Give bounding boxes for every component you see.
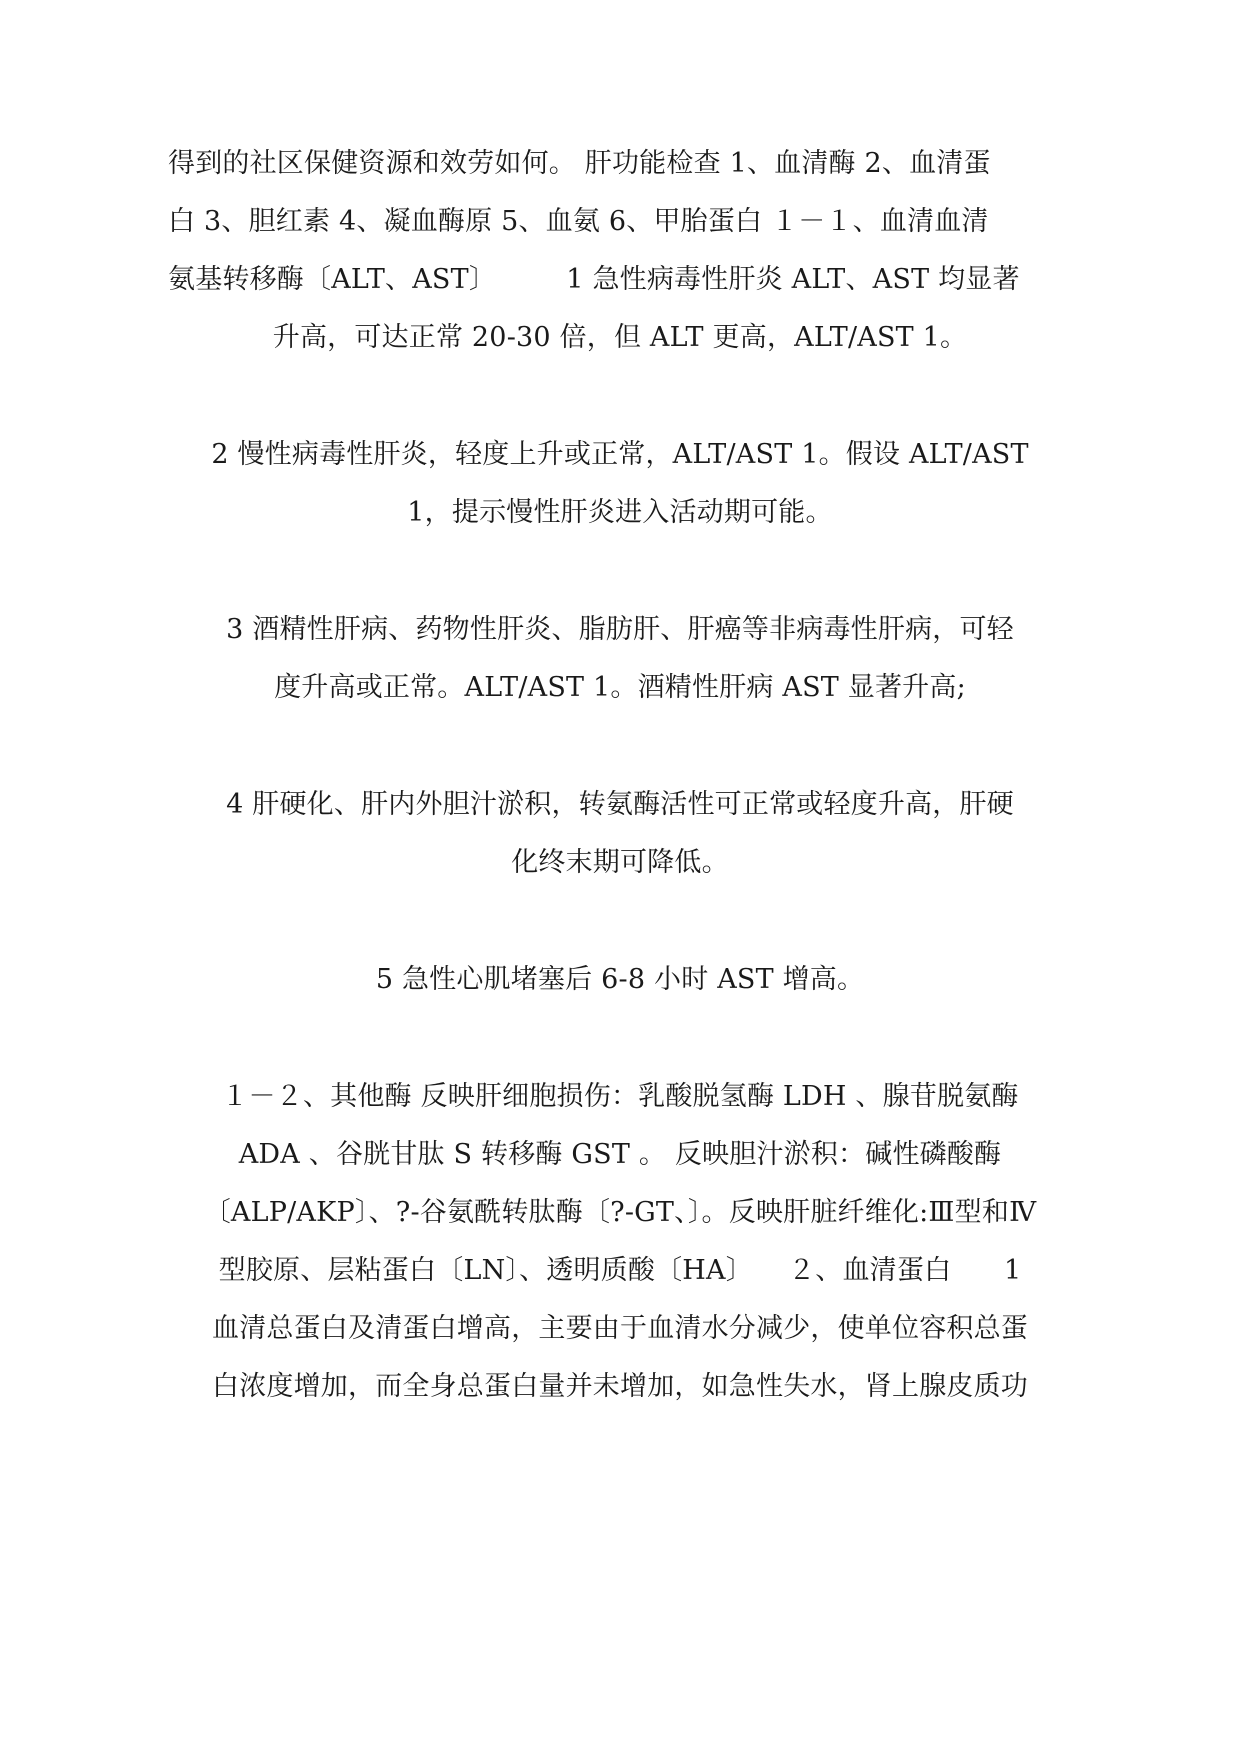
paragraph-4-line-1: 4 肝硬化、肝内外胆汁淤积，转氨酶活性可正常或轻度升高，肝硬 <box>226 789 1014 820</box>
paragraph-3-line-2: 度升高或正常。ALT/AST 1。酒精性肝病 AST 显著升高; <box>274 672 966 703</box>
paragraph-1-line-3: 氨基转移酶〔ALT、AST〕 1 急性病毒性肝炎 ALT、AST 均显著 <box>168 264 1020 295</box>
paragraph-1-line-1: 得到的社区保健资源和效劳如何。 肝功能检查 1、血清酶 2、血清蛋 <box>168 148 991 179</box>
paragraph-2-line-2: 1，提示慢性肝炎进入活动期可能。 <box>407 497 833 528</box>
paragraph-6-line-4: 型胶原、层粘蛋白〔LN〕、透明质酸〔HA〕 ２、血清蛋白 1 <box>218 1255 1022 1286</box>
paragraph-2-line-1: 2 慢性病毒性肝炎，轻度上升或正常，ALT/AST 1。假设 ALT/AST <box>211 439 1029 470</box>
paragraph-4-line-2: 化终末期可降低。 <box>511 847 729 878</box>
paragraph-5-line-1: 5 急性心肌堵塞后 6-8 小时 AST 增高。 <box>375 964 865 995</box>
paragraph-6-line-1: １－２、其他酶 反映肝细胞损伤：乳酸脱氢酶 LDH 、腺苷脱氨酶 <box>221 1081 1019 1112</box>
paragraph-6-line-6: 白浓度增加，而全身总蛋白量并未增加，如急性失水，肾上腺皮质功 <box>212 1371 1028 1402</box>
paragraph-6-line-2: ADA 、谷胱甘肽 S 转移酶 GST 。 反映胆汁淤积：碱性磷酸酶 <box>238 1139 1002 1170</box>
paragraph-6-line-5: 血清总蛋白及清蛋白增高，主要由于血清水分减少，使单位容积总蛋 <box>212 1313 1028 1344</box>
paragraph-3-line-1: 3 酒精性肝病、药物性肝炎、脂肪肝、肝癌等非病毒性肝病，可轻 <box>226 614 1014 645</box>
paragraph-1-line-2: 白 3、胆红素 4、凝血酶原 5、血氨 6、甲胎蛋白 １－１、血清血清 <box>168 206 989 237</box>
paragraph-6-line-3: 〔ALP/AKP〕、?-谷氨酰转肽酶〔?-GT、〕。反映肝脏纤维化:Ⅲ型和Ⅳ <box>203 1197 1037 1228</box>
paragraph-1-line-4: 升高，可达正常 20-30 倍，但 ALT 更高，ALT/AST 1。 <box>272 322 968 353</box>
